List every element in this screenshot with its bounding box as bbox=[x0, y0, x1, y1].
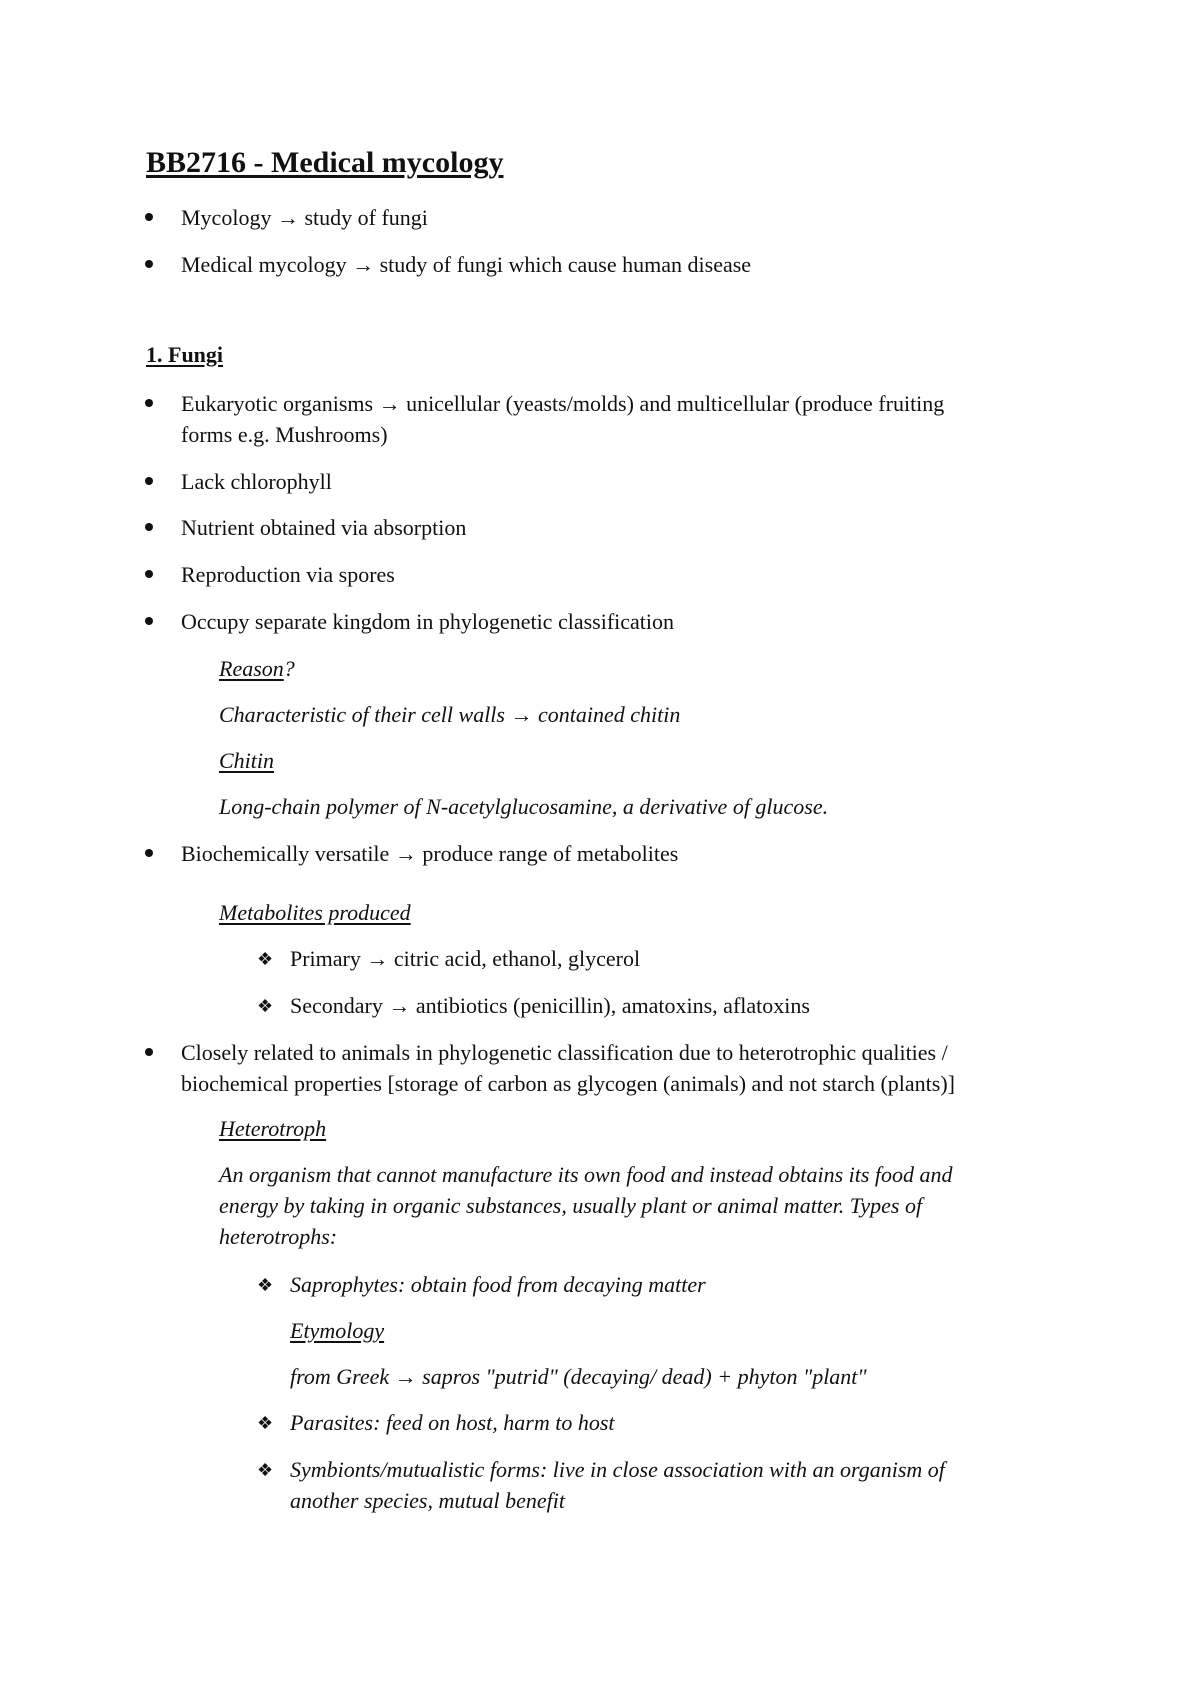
fungi-bullet-nutrient: Nutrient obtained via absorption bbox=[181, 515, 467, 540]
bullet-icon bbox=[145, 570, 153, 578]
fungi-bullet-reproduction: Reproduction via spores bbox=[181, 562, 395, 587]
bullet-icon bbox=[145, 260, 153, 268]
type-saprophytes: Saprophytes: obtain food from decaying matter bbox=[290, 1272, 706, 1297]
chitin-definition: Long-chain polymer of N-acetylglucosamine, a derivative of glucose. bbox=[219, 794, 829, 819]
intro-item-medical-mycology bbox=[181, 249, 751, 280]
arrow-icon: → bbox=[394, 1364, 417, 1389]
arrow-icon: → bbox=[510, 702, 533, 727]
type-parasites: Parasites: feed on host, harm to host bbox=[290, 1410, 615, 1435]
bullet-icon bbox=[145, 477, 153, 485]
diamond-bullet-icon: ❖ bbox=[257, 996, 274, 1016]
heterotroph-text-line-3: heterotrophs: bbox=[219, 1224, 338, 1249]
fungi-bullet-animals: Closely related to animals in phylogenetic classification due to heterotrophic qualities / bbox=[181, 1040, 948, 1065]
diamond-bullet-icon: ❖ bbox=[257, 1460, 274, 1480]
arrow-icon: → bbox=[378, 391, 401, 416]
bullet-icon bbox=[145, 523, 153, 531]
chitin-label: Chitin bbox=[219, 748, 275, 773]
bullet-icon bbox=[145, 1048, 153, 1056]
arrow-icon: → bbox=[394, 841, 417, 866]
bullet-icon bbox=[145, 399, 153, 407]
diamond-bullet-icon: ❖ bbox=[257, 949, 274, 969]
bullet-icon bbox=[145, 213, 153, 221]
diamond-bullet-icon: ❖ bbox=[257, 1413, 274, 1433]
metabolites-label: Metabolites produced bbox=[219, 900, 411, 925]
intro-definition: study of fungi bbox=[304, 205, 428, 230]
heterotroph-text-line-1: An organism that cannot manufacture its own food and instead obtains its food and bbox=[219, 1162, 953, 1187]
fungi-bullet-eukaryotic: Eukaryotic organisms → unicellular (yeasts/molds) and multicellular (produce fruiting bbox=[181, 391, 945, 416]
fungi-bullet-chlorophyll: Lack chlorophyll bbox=[181, 469, 332, 494]
arrow-icon: → bbox=[366, 946, 389, 971]
heterotroph-label: Heterotroph bbox=[219, 1116, 327, 1141]
arrow-icon: → bbox=[352, 252, 375, 277]
arrow-icon: → bbox=[276, 205, 299, 230]
etymology-label: Etymology bbox=[290, 1318, 385, 1343]
bullet-icon bbox=[145, 849, 153, 857]
intro-item-mycology bbox=[181, 202, 428, 233]
diamond-bullet-icon: ❖ bbox=[257, 1275, 274, 1295]
type-symbionts-line-2: another species, mutual benefit bbox=[290, 1488, 565, 1513]
page-title: BB2716 - Medical mycology bbox=[146, 146, 504, 179]
heterotroph-text-line-2: energy by taking in organic substances, usually plant or animal matter. Types of bbox=[219, 1193, 923, 1218]
fungi-bullet-biochemical: Biochemically versatile → produce range of metabolites bbox=[181, 841, 679, 866]
etymology-text: from Greek → sapros "putrid" (decaying/ dead) + phyton "plant" bbox=[290, 1364, 867, 1389]
intro-definition: study of fungi which cause human disease bbox=[379, 252, 752, 277]
metabolite-secondary: Secondary → antibiotics (penicillin), amatoxins, aflatoxins bbox=[290, 993, 810, 1018]
bullet-icon bbox=[145, 617, 153, 625]
section-heading-fungi: 1. Fungi bbox=[146, 342, 224, 367]
fungi-bullet-animals-cont: biochemical properties [storage of carbon as glycogen (animals) and not starch (plants)] bbox=[181, 1071, 955, 1096]
reason-label: Reason? bbox=[219, 656, 295, 681]
intro-term: Mycology bbox=[181, 205, 272, 230]
reason-text: Characteristic of their cell walls → contained chitin bbox=[219, 702, 681, 727]
fungi-bullet-kingdom: Occupy separate kingdom in phylogenetic classification bbox=[181, 609, 675, 634]
fungi-bullet-eukaryotic-cont: forms e.g. Mushrooms) bbox=[181, 422, 388, 447]
arrow-icon: → bbox=[388, 993, 411, 1018]
type-symbionts-line-1: Symbionts/mutualistic forms: live in close association with an organism of bbox=[290, 1457, 945, 1482]
intro-term: Medical mycology bbox=[181, 252, 347, 277]
metabolite-primary: Primary → citric acid, ethanol, glycerol bbox=[290, 946, 641, 971]
